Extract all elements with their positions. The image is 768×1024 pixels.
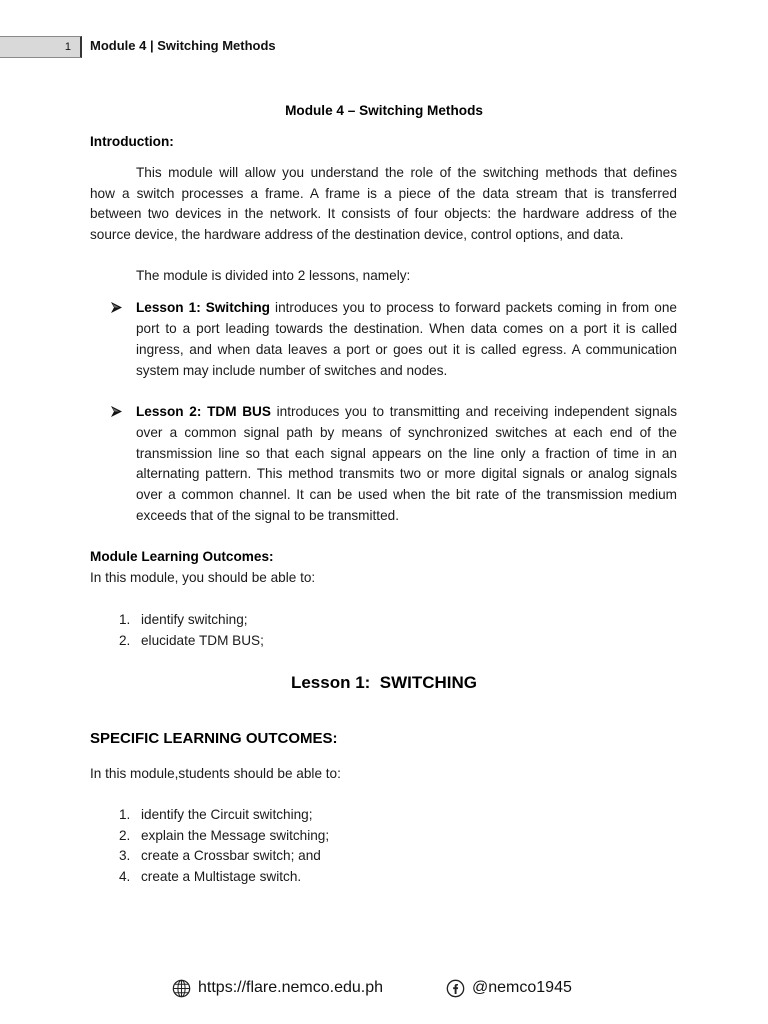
list-number: 1.	[119, 807, 131, 822]
list-number: 2.	[119, 633, 131, 648]
lesson-summary-line: over a common signal path by means of synchronized switches at each end of the	[136, 425, 677, 440]
arrow-bullet-icon	[111, 302, 122, 313]
intro-paragraph-line: source device, the hardware address of the destination device, control options, and data.	[90, 227, 624, 242]
list-item: elucidate TDM BUS;	[141, 633, 264, 648]
list-number: 3.	[119, 848, 131, 863]
list-item: explain the Message switching;	[141, 828, 330, 843]
module-outcomes-heading: Module Learning Outcomes:	[90, 549, 274, 564]
module-outcomes-intro: In this module, you should be able to:	[90, 570, 316, 585]
list-number: 2.	[119, 828, 131, 843]
document-title: Module 4 – Switching Methods	[285, 103, 483, 118]
page-number: 1	[64, 41, 71, 53]
lesson-summary-title: Lesson 2: TDM BUS	[136, 404, 271, 419]
facebook-icon	[446, 979, 465, 998]
website-link[interactable]: https://flare.nemco.edu.ph	[198, 979, 383, 996]
lesson-summary-line: alternating pattern. This method transmits two or more digital signals or analog signals	[136, 466, 677, 481]
lesson-summary-line	[136, 297, 677, 318]
lesson-summary-line: over a common channel. It can be used when the bit rate of the transmission medium	[136, 487, 677, 502]
list-number: 4.	[119, 869, 131, 884]
lesson-heading: Lesson 1: SWITCHING	[290, 673, 478, 692]
lesson-summary-line: transmission line so that each signal appears on the line only a fraction of time in an	[136, 446, 677, 461]
lesson-summary-line: system may include number of switches and nodes.	[136, 363, 448, 378]
lesson-summary-line: ingress, and when data leaves a port or goes out it is called egress. A communication	[136, 342, 677, 357]
running-header-title: Module 4 | Switching Methods	[90, 38, 276, 53]
intro-paragraph-line: how a switch processes a frame. A frame is a piece of the data stream that is transferred	[90, 186, 677, 201]
lesson-summary-line: port to a port leading towards the destination. When data comes on a port it is called	[136, 321, 677, 336]
intro-paragraph-line: between two devices in the network. It consists of four objects: the hardware address of the	[90, 206, 677, 221]
intro-paragraph-line: This module will allow you understand the role of the switching methods that defines	[136, 165, 677, 180]
lesson-summary-title: Lesson 1: Switching	[136, 300, 270, 315]
list-item: create a Crossbar switch; and	[141, 848, 321, 863]
lesson-summary-line: exceeds that of the signal to be transmitted.	[136, 508, 399, 523]
list-item: create a Multistage switch.	[141, 869, 302, 884]
introduction-heading: Introduction:	[90, 134, 174, 149]
lesson-summary-line	[136, 401, 677, 422]
specific-outcomes-intro: In this module,students should be able to:	[90, 766, 341, 781]
lesson-summary-text: introduces you to process to forward packets coming in from one	[270, 300, 677, 315]
lessons-intro: The module is divided into 2 lessons, namely:	[136, 268, 411, 283]
lesson-summary-text: introduces you to transmitting and receiving independent signals	[270, 404, 678, 419]
list-number: 1.	[119, 612, 131, 627]
list-item: identify switching;	[141, 612, 248, 627]
arrow-bullet-icon	[111, 406, 122, 417]
page-number-box	[0, 36, 82, 58]
specific-outcomes-heading: SPECIFIC LEARNING OUTCOMES:	[90, 730, 338, 747]
globe-icon	[172, 979, 191, 998]
list-item: identify the Circuit switching;	[141, 807, 313, 822]
social-handle[interactable]: @nemco1945	[472, 979, 572, 996]
